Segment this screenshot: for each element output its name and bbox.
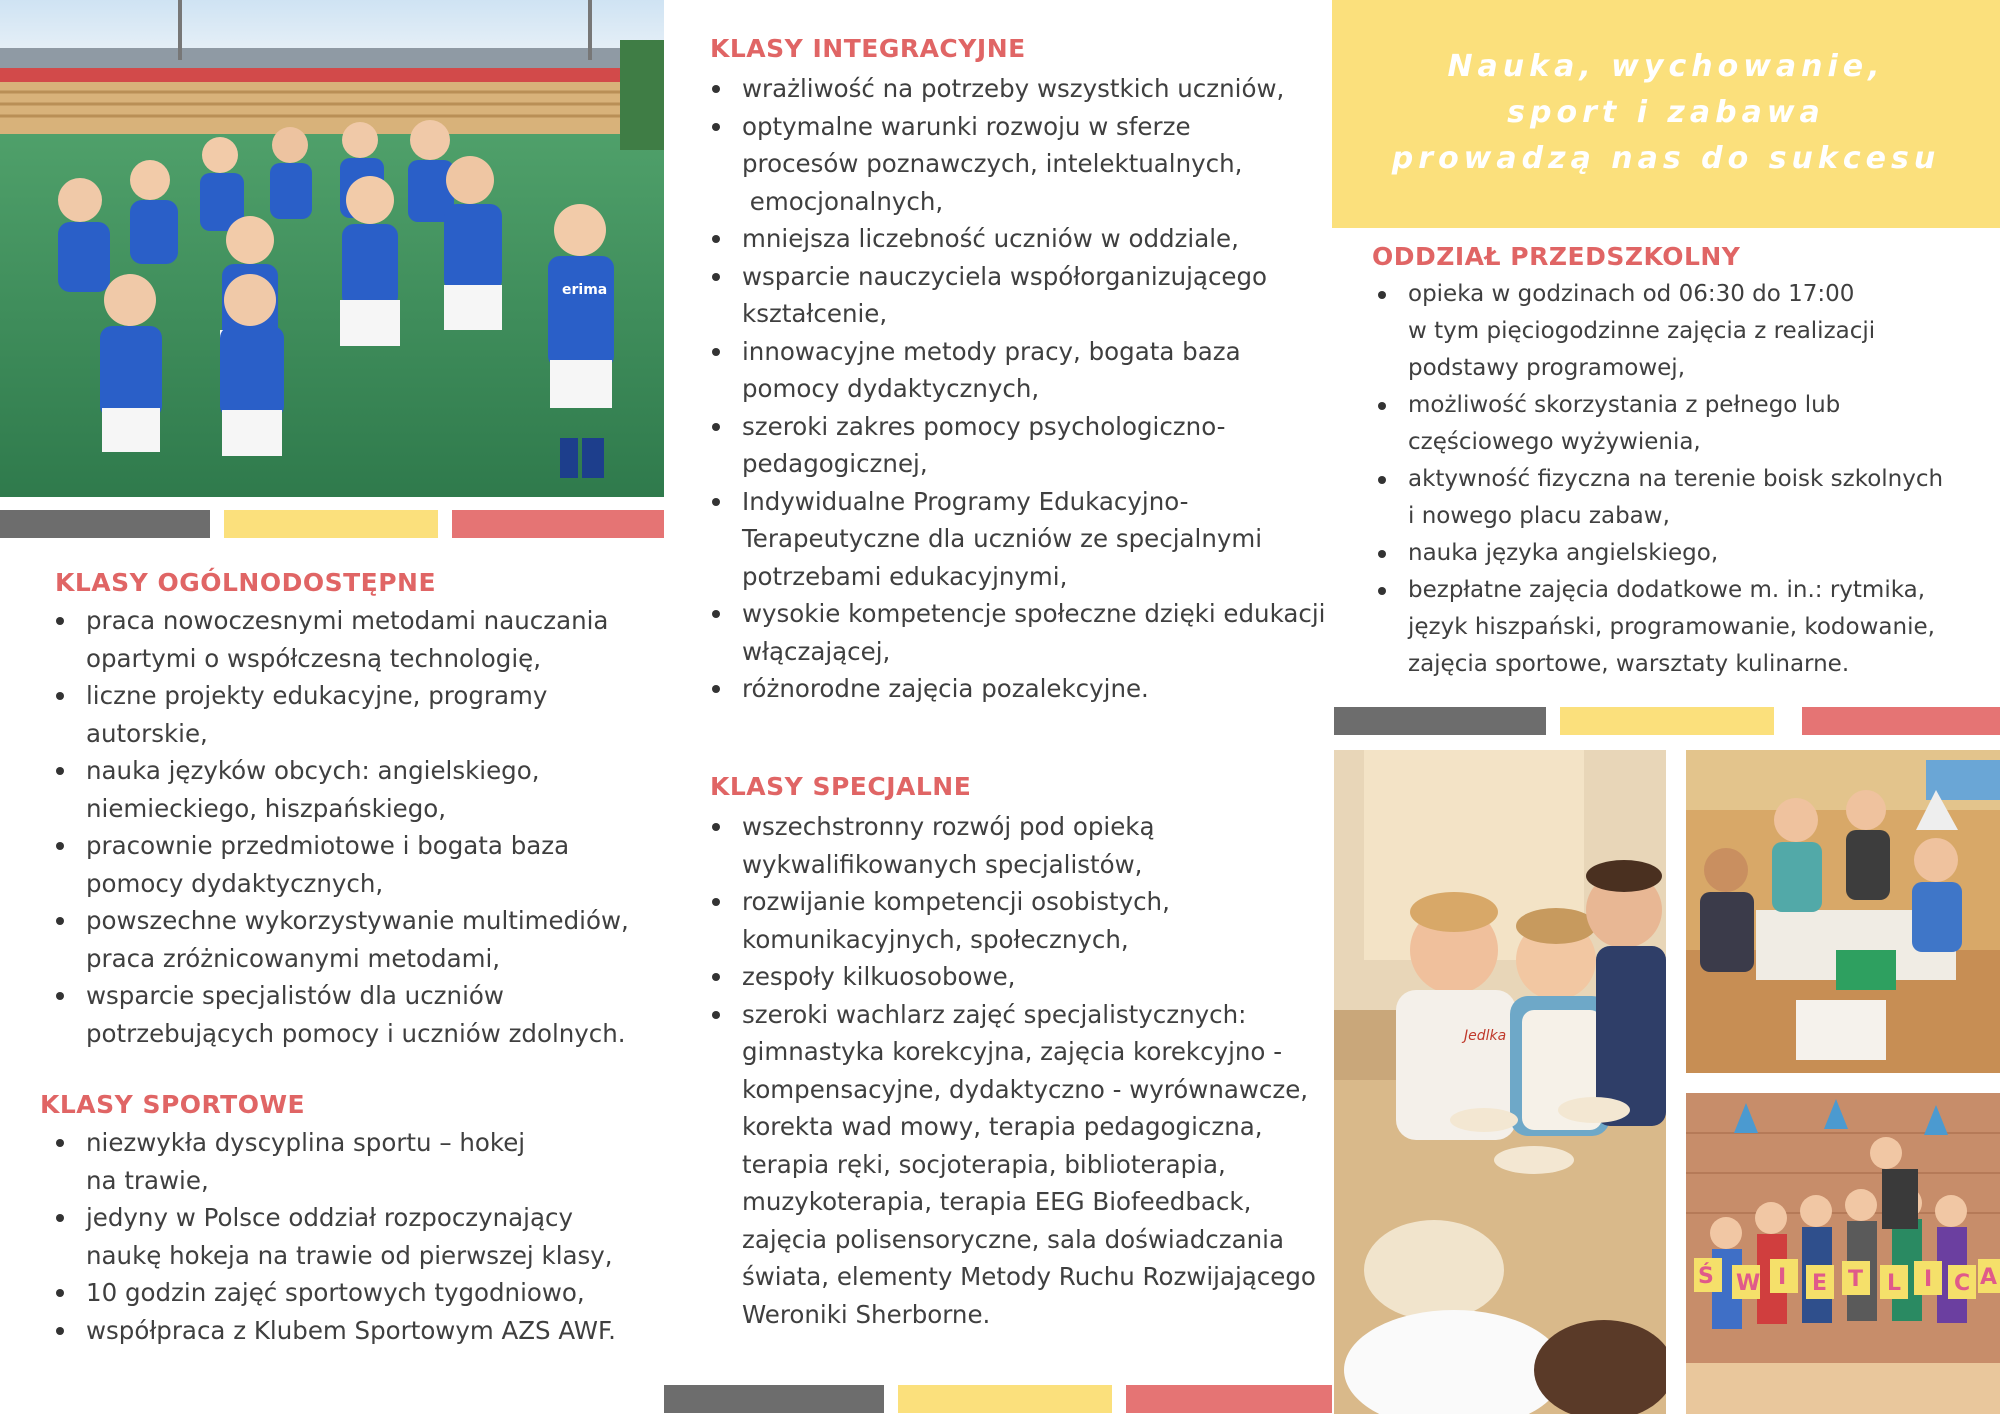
list-item-line: autorskie, (86, 718, 208, 748)
apron-text: Jedlka (1464, 1028, 1507, 1044)
section-title-specjalne: KLASY SPECJALNE (710, 772, 972, 801)
divider-bar-red (452, 510, 664, 538)
list-item (52, 902, 652, 977)
list-item (52, 827, 652, 902)
list-item-line: optymalne warunki rozwoju w sferze (742, 111, 1191, 141)
list-item-line: nauka języka angielskiego, (1408, 540, 1719, 566)
list-item (708, 108, 1338, 221)
list-item-line: praca nowoczesnymi metodami nauczania (86, 606, 609, 635)
hockey-team-photo (0, 0, 664, 497)
slogan-line-1: Nauka, wychowanie, (1447, 49, 1885, 84)
list-item (52, 1274, 652, 1312)
list-item (708, 483, 1338, 596)
list-item-line: komunikacyjnych, społecznych, (742, 924, 1129, 954)
list-item-line: zespoły kilkuosobowe, (742, 962, 1016, 991)
divider-bar-gray-bottom (664, 1385, 884, 1413)
list-przedszkolny (1374, 276, 1994, 683)
list-item-line: niezwykła dyscyplina sportu – hokej (86, 1128, 526, 1157)
list-ogolnodostepne (52, 602, 652, 1052)
letter-5: T (1848, 1267, 1864, 1292)
list-item-line: powszechne wykorzystywanie multimediów, (86, 906, 629, 935)
list-item-line: Terapeutyczne dla uczniów ze specjalnymi (742, 524, 1263, 553)
list-item-line: wykwalifikowanych specjalistów, (742, 849, 1143, 879)
list-item-line: terapia ręki, socjoterapia, biblioterapia, (742, 1149, 1226, 1179)
list-item (52, 602, 652, 677)
list-item-line: wsparcie nauczyciela współorganizującego (742, 261, 1268, 291)
list-item (708, 408, 1338, 483)
baking-photo (1334, 750, 1666, 1414)
list-item-line: pedagogicznej, (742, 449, 928, 478)
list-item-line: zajęcia sportowe, warsztaty kulinarne. (1408, 651, 1850, 677)
list-item (708, 808, 1338, 883)
section-title-integracyjne: KLASY INTEGRACYJNE (710, 34, 1026, 63)
list-item-line: jedyny w Polsce oddział rozpoczynający (86, 1203, 573, 1232)
list-item (52, 1199, 652, 1274)
list-item-line: częściowego wyżywienia, (1408, 429, 1701, 455)
list-item-line: Weroniki Sherborne. (742, 1299, 991, 1329)
list-item (708, 595, 1338, 670)
list-item-line: opartymi o współczesną technologię, (86, 643, 541, 673)
letter-4: E (1812, 1271, 1828, 1296)
list-item-line: zajęcia polisensoryczne, sala doświadczania (742, 1224, 1284, 1254)
divider-bar-red-right (1802, 707, 2000, 735)
list-item (52, 677, 652, 752)
list-item-line: włączającej, (742, 636, 891, 666)
list-item-line: rozwijanie kompetencji osobistych, (742, 887, 1170, 916)
list-item-line: bezpłatne zajęcia dodatkowe m. in.: rytmika, (1408, 577, 1926, 603)
list-item-line: niemieckiego, hiszpańskiego, (86, 793, 447, 823)
letter-8: C (1954, 1271, 1971, 1296)
list-item (52, 1312, 652, 1350)
list-item-line: liczne projekty edukacyjne, programy (86, 681, 548, 710)
list-item (708, 70, 1338, 108)
letter-6: L (1887, 1271, 1902, 1296)
list-item (1374, 276, 1994, 387)
list-integracyjne (708, 70, 1338, 708)
list-item-line: muzykoterapia, terapia EEG Biofeedback, (742, 1187, 1252, 1216)
divider-bar-gray (0, 510, 210, 538)
list-item (708, 958, 1338, 996)
list-item-line: potrzebujących pomocy i uczniów zdolnych. (86, 1018, 626, 1048)
list-item (708, 883, 1338, 958)
list-item-line: kształcenie, (742, 299, 888, 328)
list-item (52, 752, 652, 827)
list-sportowe (52, 1124, 652, 1349)
list-item-line: kompensacyjne, dydaktyczno - wyrównawcze, (742, 1074, 1309, 1104)
list-item-line: szeroki zakres pomocy psychologiczno- (742, 411, 1226, 441)
list-item-line: podstawy programowej, (1408, 355, 1686, 381)
list-item-line: różnorodne zajęcia pozalekcyjne. (742, 674, 1149, 703)
list-item (708, 333, 1338, 408)
list-item-line: język hiszpański, programowanie, kodowanie, (1408, 614, 1935, 640)
list-item-line: i nowego placu zabaw, (1408, 503, 1670, 529)
list-item (1374, 572, 1994, 683)
list-item-line: świata, elementy Metody Ruchu Rozwijającego (742, 1262, 1316, 1291)
list-item-line: wrażliwość na potrzeby wszystkich uczniów, (742, 74, 1285, 103)
list-item (1374, 387, 1994, 461)
list-item (52, 1124, 652, 1199)
list-item-line: korekta wad mowy, terapia pedagogiczna, (742, 1112, 1263, 1141)
divider-bar-yellow-right (1560, 707, 1774, 735)
section-title-przedszkolny: ODDZIAŁ PRZEDSZKOLNY (1372, 242, 1741, 271)
jersey-text: erima (562, 282, 608, 298)
list-item (708, 670, 1338, 708)
section-title-sportowe: KLASY SPORTOWE (40, 1090, 306, 1119)
classroom-photo (1686, 750, 2000, 1073)
slogan-banner (1332, 0, 2000, 228)
list-item-line: gimnastyka korekcyjna, zajęcia korekcyjno - (742, 1037, 1283, 1066)
list-item-line: naukę hokeja na trawie od pierwszej klasy, (86, 1240, 613, 1270)
list-item-line: wszechstronny rozwój pod opieką (742, 812, 1155, 841)
list-item (1374, 461, 1994, 535)
letter-2: W (1736, 1271, 1761, 1296)
list-item-line: wsparcie specjalistów dla uczniów (86, 981, 504, 1010)
list-item-line: Indywidualne Programy Edukacyjno- (742, 486, 1189, 516)
section-title-ogolnodostepne: KLASY OGÓLNODOSTĘPNE (55, 568, 437, 597)
list-item-line: szeroki wachlarz zajęć specjalistycznych: (742, 999, 1247, 1029)
list-item (708, 220, 1338, 258)
letter-1: Ś (1698, 1264, 1714, 1289)
list-item-line: wysokie kompetencje społeczne dzięki edukacji (742, 599, 1326, 628)
letter-7: I (1924, 1267, 1933, 1292)
divider-bar-yellow-bottom (898, 1385, 1112, 1413)
list-item-line: innowacyjne metody pracy, bogata baza (742, 336, 1241, 366)
list-item (1374, 535, 1994, 572)
list-item (708, 996, 1338, 1334)
list-item-line: w tym pięciogodzinne zajęcia z realizacji (1408, 318, 1876, 344)
list-item-line: pomocy dydaktycznych, (86, 868, 384, 898)
list-item (52, 977, 652, 1052)
list-item (708, 258, 1338, 333)
list-item-line: mniejsza liczebność uczniów w oddziale, (742, 224, 1239, 253)
slogan-line-2: sport i zabawa (1507, 95, 1825, 130)
list-item-line: pracownie przedmiotowe i bogata baza (86, 831, 570, 860)
list-item-line: praca zróżnicowanymi metodami, (86, 943, 501, 973)
slogan-line-3: prowadzą nas do sukcesu (1391, 141, 1941, 176)
divider-bar-gray-right (1334, 707, 1546, 735)
list-item-line: możliwość skorzystania z pełnego lub (1408, 392, 1841, 418)
list-specjalne (708, 808, 1338, 1333)
slogan-text (1332, 44, 2000, 182)
letter-3: I (1778, 1265, 1787, 1290)
divider-bar-red-bottom (1126, 1385, 1332, 1413)
list-item-line: 10 godzin zajęć sportowych tygodniowo, (86, 1278, 585, 1307)
divider-bar-yellow (224, 510, 438, 538)
list-item-line: na trawie, (86, 1165, 209, 1195)
group-letters-photo (1686, 1093, 2000, 1414)
list-item-line: emocjonalnych, (742, 186, 944, 216)
list-item-line: nauka języków obcych: angielskiego, (86, 756, 540, 785)
list-item-line: aktywność fizyczna na terenie boisk szkolnych (1408, 466, 1944, 492)
list-item-line: procesów poznawczych, intelektualnych, (742, 149, 1243, 178)
list-item-line: pomocy dydaktycznych, (742, 374, 1040, 403)
list-item-line: współpraca z Klubem Sportowym AZS AWF. (86, 1315, 616, 1345)
list-item-line: opieka w godzinach od 06:30 do 17:00 (1408, 281, 1855, 307)
letter-9: A (1980, 1265, 1998, 1290)
list-item-line: potrzebami edukacyjnymi, (742, 561, 1068, 591)
